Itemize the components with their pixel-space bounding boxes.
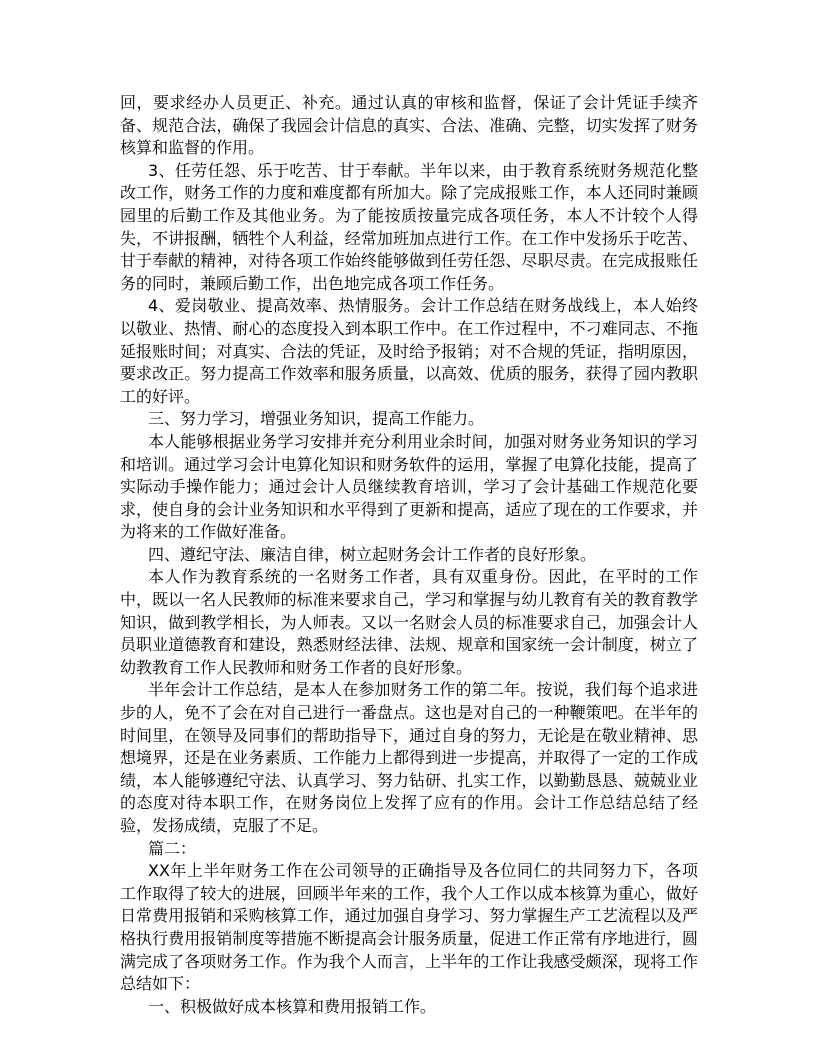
text-line: 幼教教育工作人民教师和财务工作者的良好形象。 (120, 657, 473, 677)
text-line: 的态度对待本职工作，在财务岗位上发挥了应有的作用。会计工作总结总结了经 (120, 793, 698, 813)
text-line: 时间里，在领导及同事们的帮助指导下，通过自身的努力，无论是在敬业精神、思 (120, 725, 698, 745)
document-page (120, 92, 698, 1018)
text-line: 总结如下： (120, 974, 201, 994)
text-line: 验，发扬成绩，克服了不足。 (120, 816, 329, 835)
text-line: 以敬业、热情、耐心的态度投入到本职工作中。在工作过程中，不刁难同志、不拖 (120, 318, 698, 338)
text-line: 核算和监督的作用。 (120, 138, 265, 158)
text-line: 工作取得了较大的进展，回顾半年来的工作，我个人工作以成本核算为重心，做好 (120, 883, 698, 903)
text-line: 和培训。通过学习会计电算化知识和财务软件的运用，掌握了电算化技能，提高了 (120, 454, 698, 474)
text-line: 本人作为教育系统的一名财务工作者，具有双重身份。因此，在平时的工作 (148, 567, 698, 587)
text-line: 备、规范合法，确保了我园会计信息的真实、合法、准确、完整，切实发挥了财务 (120, 115, 698, 135)
text-line: 想境界，还是在业务素质、工作能力上都得到进一步提高，并取得了一定的工作成 (120, 748, 698, 768)
text-line: 3、任劳任怨、乐于吃苦、甘于奉献。半年以来，由于教育系统财务规范化整 (148, 160, 698, 180)
text-line: 篇二： (148, 838, 197, 858)
text-line: 员职业道德教育和建设，熟悉财经法律、法规、规章和国家统一会计制度，树立了 (120, 635, 698, 655)
text-line: 要求改正。努力提高工作效率和服务质量，以高效、优质的服务，获得了园内教职 (120, 364, 698, 384)
text-line: 延报账时间；对真实、合法的凭证，及时给予报销；对不合规的凭证，指明原因， (120, 341, 698, 361)
text-line: 格执行费用报销制度等措施不断提高会计服务质量，促进工作正常有序地进行，圆 (120, 928, 698, 948)
text-line: 工的好评。 (120, 386, 201, 406)
text-line: 园里的后勤工作及其他业务。为了能按质按量完成各项任务，本人不计较个人得 (120, 205, 698, 225)
text-line: 为将来的工作做好准备。 (120, 522, 297, 542)
text-line: 求，使自身的会计业务知识和水平得到了更新和提高，适应了现在的工作要求，并 (120, 499, 698, 519)
text-line: 半年会计工作总结，是本人在参加财务工作的第二年。按说，我们每个追求进 (148, 680, 698, 700)
text-line: 务的同时，兼顾后勤工作，出色地完成各项工作任务。 (120, 273, 505, 293)
text-line: 步的人，免不了会在对自己进行一番盘点。这也是对自己的一种鞭策吧。在半年的 (120, 703, 698, 723)
text-line: XX年上半年财务工作在公司领导的正确指导及各位同仁的共同努力下，各项 (148, 861, 698, 881)
text-line: 甘于奉献的精神，对待各项工作始终能够做到任劳任怨、尽职尽责。在完成报账任 (120, 251, 698, 271)
text-line: 三、努力学习，增强业务知识，提高工作能力。 (148, 409, 485, 429)
text-line: 知识，做到教学相长，为人师表。又以一名财会人员的标准要求自己，加强会计人 (120, 612, 698, 632)
text-line: 中，既以一名人民教师的标准来要求自己，学习和掌握与幼儿教育有关的教育教学 (120, 590, 698, 610)
text-line: 4、爱岗敬业、提高效率、热情服务。会计工作总结在财务战线上，本人始终 (148, 296, 698, 316)
text-line: 回，要求经办人员更正、补充。通过认真的审核和监督，保证了会计凭证手续齐 (120, 93, 698, 112)
text-line: 失，不讲报酬，牺牲个人利益，经常加班加点进行工作。在工作中发扬乐于吃苦、 (120, 228, 698, 248)
text-line: 满完成了各项财务工作。作为我个人而言，上半年的工作让我感受颇深，现将工作 (120, 951, 698, 971)
text-line: 日常费用报销和采购核算工作，通过加强自身学习、努力掌握生产工艺流程以及严 (120, 906, 698, 926)
text-line: 本人能够根据业务学习安排并充分利用业余时间，加强对财务业务知识的学习 (148, 431, 698, 451)
text-line: 实际动手操作能力；通过会计人员继续教育培训，学习了会计基础工作规范化要 (120, 477, 698, 497)
text-line: 一、积极做好成本核算和费用报销工作。 (148, 996, 437, 1016)
text-line: 绩，本人能够遵纪守法、认真学习、努力钻研、扎实工作，以勤勤恳恳、兢兢业业 (120, 770, 698, 790)
text-line: 四、遵纪守法、廉洁自律，树立起财务会计工作者的良好形象。 (148, 544, 597, 564)
text-line: 改工作，财务工作的力度和难度都有所加大。除了完成报账工作，本人还同时兼顾 (120, 183, 698, 203)
